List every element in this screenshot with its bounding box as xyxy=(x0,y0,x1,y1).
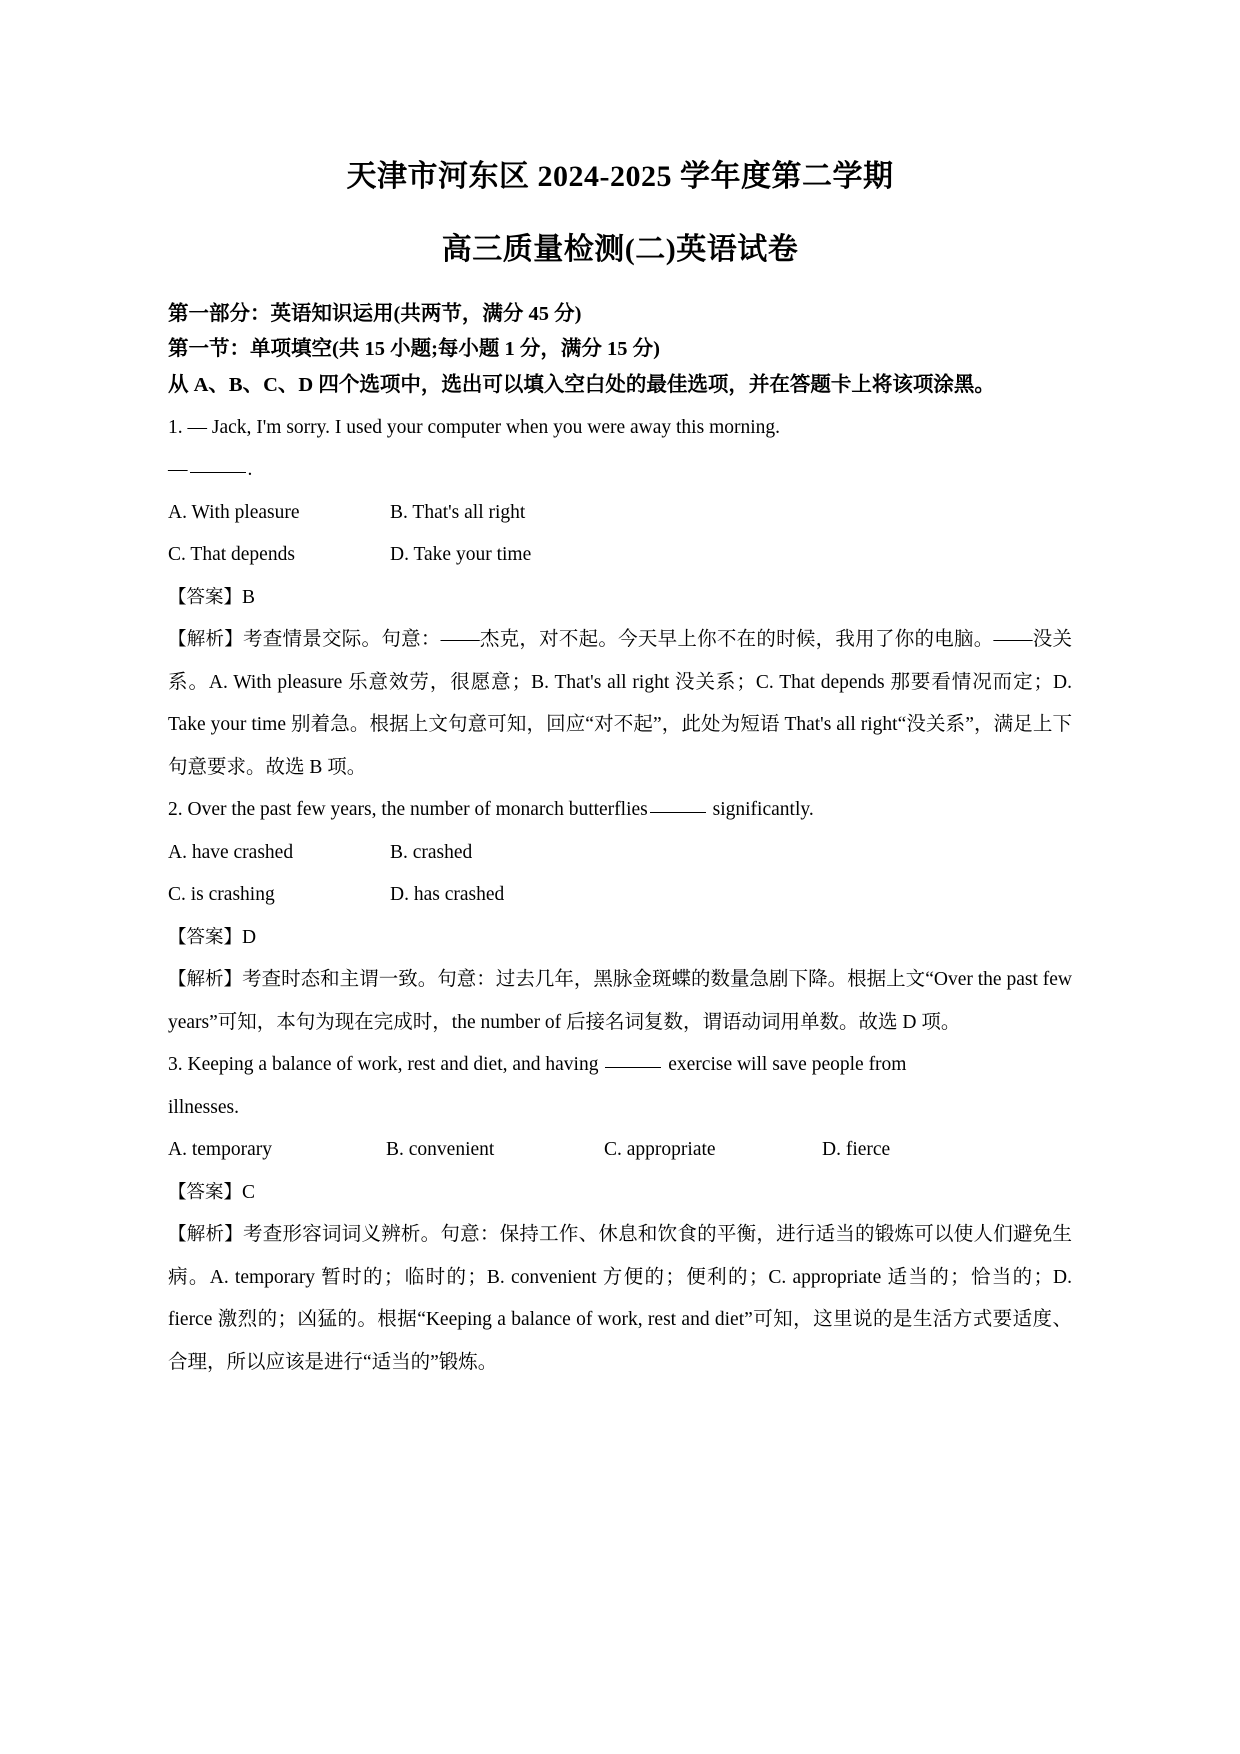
question-2-options-row-1 xyxy=(168,832,1072,875)
question-3-stem-mid: exercise will save people from xyxy=(668,1054,907,1076)
analysis-text: 考查时态和主谓一致。句意：过去几年，黑脉金斑蝶的数量急剧下降。根据上文“Over the past few years”可知，本句为现在完成时，the number of 后接名词复数，谓语动词用单数。故选 D 项。 xyxy=(168,969,1072,1033)
analysis-text: 考查情景交际。句意：——杰克，对不起。今天早上你不在的时候，我用了你的电脑。——没关系。A. With pleasure 乐意效劳，很愿意；B. That's all right 没关系；C. That depends 那要看情况而定；D. Take your time 别着急。根据上文句意可知，回应“对不起”，此处为短语 That's all right“没关系”，满足上下句意要求。故选 B 项。 xyxy=(168,629,1072,778)
page-title-line-2: 高三质量检测(二)英语试卷 xyxy=(441,232,799,266)
question-1-options-row-2 xyxy=(168,534,1072,577)
analysis-label: 【解析】 xyxy=(168,968,243,990)
question-1-answer xyxy=(168,577,1072,620)
answer-blank-icon xyxy=(650,812,706,813)
question-1-stem-response xyxy=(168,449,1072,492)
question-3-analysis xyxy=(168,1214,1072,1384)
option-c[interactable]: C. appropriate xyxy=(604,1139,716,1161)
question-3-answer xyxy=(168,1172,1072,1215)
dash-prefix: — xyxy=(168,459,188,481)
analysis-label: 【解析】 xyxy=(168,1223,243,1245)
option-a[interactable]: A. temporary xyxy=(168,1139,272,1161)
question-2-answer xyxy=(168,917,1072,960)
option-a[interactable]: A. have crashed xyxy=(168,841,294,863)
question-2-options-row-2 xyxy=(168,874,1072,917)
option-b[interactable]: B. That's all right xyxy=(390,501,526,523)
question-2-stem-suffix: significantly. xyxy=(712,799,814,821)
answer-label: 【答案】 xyxy=(168,585,243,607)
option-a[interactable]: A. With pleasure xyxy=(168,501,300,523)
question-2-analysis xyxy=(168,959,1072,1044)
question-1-analysis xyxy=(168,619,1072,789)
section-instruction: 从 A、B、C、D 四个选项中，选出可以填入空白处的最佳选项，并在答题卡上将该项涂黑。 xyxy=(168,373,995,396)
answer-blank-icon xyxy=(190,472,246,473)
question-block-3 xyxy=(168,1044,1072,1384)
option-b[interactable]: B. convenient xyxy=(386,1139,495,1161)
answer-label: 【答案】 xyxy=(168,925,243,947)
question-block-2 xyxy=(168,789,1072,1044)
answer-value: B xyxy=(242,586,256,608)
option-c[interactable]: C. That depends xyxy=(168,544,295,566)
question-2-stem xyxy=(168,789,1072,832)
answer-label: 【答案】 xyxy=(168,1180,243,1202)
option-c[interactable]: C. is crashing xyxy=(168,884,275,906)
option-d[interactable]: D. has crashed xyxy=(390,884,505,906)
answer-blank-icon xyxy=(605,1067,661,1068)
question-3-stem-prefix: 3. Keeping a balance of work, rest and diet, and having xyxy=(168,1054,599,1076)
question-3-stem-line-2: illnesses. xyxy=(168,1096,239,1118)
section-heading: 第一节：单项填空(共 15 小题;每小题 1 分，满分 15 分) xyxy=(168,338,660,361)
page-title-line-1: 天津市河东区 2024-2025 学年度第二学期 xyxy=(346,160,894,193)
option-d[interactable]: D. Take your time xyxy=(390,544,532,566)
question-2-stem-prefix: 2. Over the past few years, the number of monarch butterflies xyxy=(168,799,648,821)
option-b[interactable]: B. crashed xyxy=(390,841,473,863)
analysis-text: 考查形容词词义辨析。句意：保持工作、休息和饮食的平衡，进行适当的锻炼可以使人们避免生病。A. temporary 暂时的；临时的；B. convenient 方便的；便利的；C. appropriate 适当的；恰当的；D. fierce 激烈的；凶猛的。根据“Keeping a balance of work, rest and diet”可知，这里说的是生活方式要适度、合理，所以应该是进行“适当的”锻炼。 xyxy=(168,1224,1072,1373)
answer-value: D xyxy=(242,926,257,948)
question-3-stem xyxy=(168,1044,1072,1087)
question-1-options-row-1 xyxy=(168,492,1072,535)
analysis-label: 【解析】 xyxy=(168,628,244,650)
period-suffix: . xyxy=(247,459,253,481)
answer-value: C xyxy=(242,1181,256,1203)
question-1-stem: 1. — Jack, I'm sorry. I used your computer when you were away this morning. xyxy=(168,416,781,438)
part-heading: 第一部分：英语知识运用(共两节，满分 45 分) xyxy=(168,303,582,325)
question-block-1 xyxy=(168,407,1072,790)
question-3-options-row xyxy=(168,1129,1072,1172)
option-d[interactable]: D. fierce xyxy=(822,1139,891,1161)
